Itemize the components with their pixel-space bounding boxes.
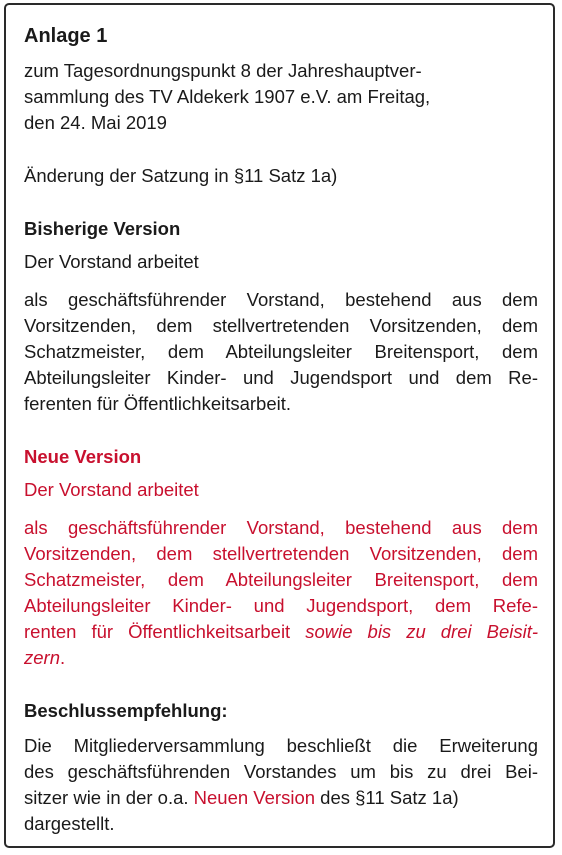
recommendation-line-4: dargestellt. (24, 813, 115, 834)
intro-line-3: den 24. Mai 2019 (24, 112, 167, 133)
intro-line-1: zum Tagesordnungspunkt 8 der Jahreshauptver- (24, 60, 422, 81)
old-version-line-3: Schatzmeister, dem Abteilungsleiter Breitensport, dem (24, 341, 538, 362)
recommendation-line-3 (24, 787, 459, 809)
new-version-reference: Neuen Version (193, 787, 316, 808)
recommendation-line-1: Die Mitgliederversammlung beschließt die Erweiterung (24, 735, 538, 756)
new-version-line-5-plain: renten für Öffentlichkeitsarbeit (24, 621, 306, 642)
new-version-line-5-italic: sowie bis zu drei Beisit- (305, 621, 538, 642)
new-version-line-3: Schatzmeister, dem Abteilungsleiter Breitensport, dem (24, 569, 538, 590)
recommendation-line-2: des geschäftsführenden Vorstandes um bis zu drei Bei- (24, 761, 538, 782)
document-title: Anlage 1 (24, 25, 108, 47)
old-version-lead: Der Vorstand arbeitet (24, 251, 199, 272)
old-version-line-1: als geschäftsführender Vorstand, bestehend aus dem (24, 289, 538, 310)
old-version-heading: Bisherige Version (24, 218, 181, 239)
old-version-line-2: Vorsitzenden, dem stellvertretenden Vorsitzenden, dem (24, 315, 538, 336)
new-version-line-6 (24, 647, 65, 669)
new-version-line-4: Abteilungsleiter Kinder- und Jugendsport, dem Refe- (24, 595, 538, 616)
recommendation-line-3-end: des §11 Satz 1a) (315, 787, 459, 808)
new-version-line-6-italic: zern (24, 647, 60, 668)
old-version-line-5: ferenten für Öffentlichkeitsarbeit. (24, 393, 292, 414)
new-version-line-5 (24, 621, 538, 643)
recommendation-line-3-start: sitzer wie in der o.a. (24, 787, 194, 808)
old-version-line-4: Abteilungsleiter Kinder- und Jugendsport und dem Re- (24, 367, 538, 388)
new-version-line-2: Vorsitzenden, dem stellvertretenden Vorsitzenden, dem (24, 543, 538, 564)
new-version-lead: Der Vorstand arbeitet (24, 479, 199, 500)
new-version-line-1: als geschäftsführender Vorstand, bestehend aus dem (24, 517, 538, 538)
document-frame (4, 3, 555, 848)
change-line: Änderung der Satzung in §11 Satz 1a) (24, 165, 338, 186)
intro-line-2: sammlung des TV Aldekerk 1907 e.V. am Freitag, (24, 86, 431, 107)
new-version-heading: Neue Version (24, 446, 142, 467)
new-version-line-6-end: . (60, 647, 66, 668)
recommendation-heading: Beschlussempfehlung: (24, 700, 228, 721)
